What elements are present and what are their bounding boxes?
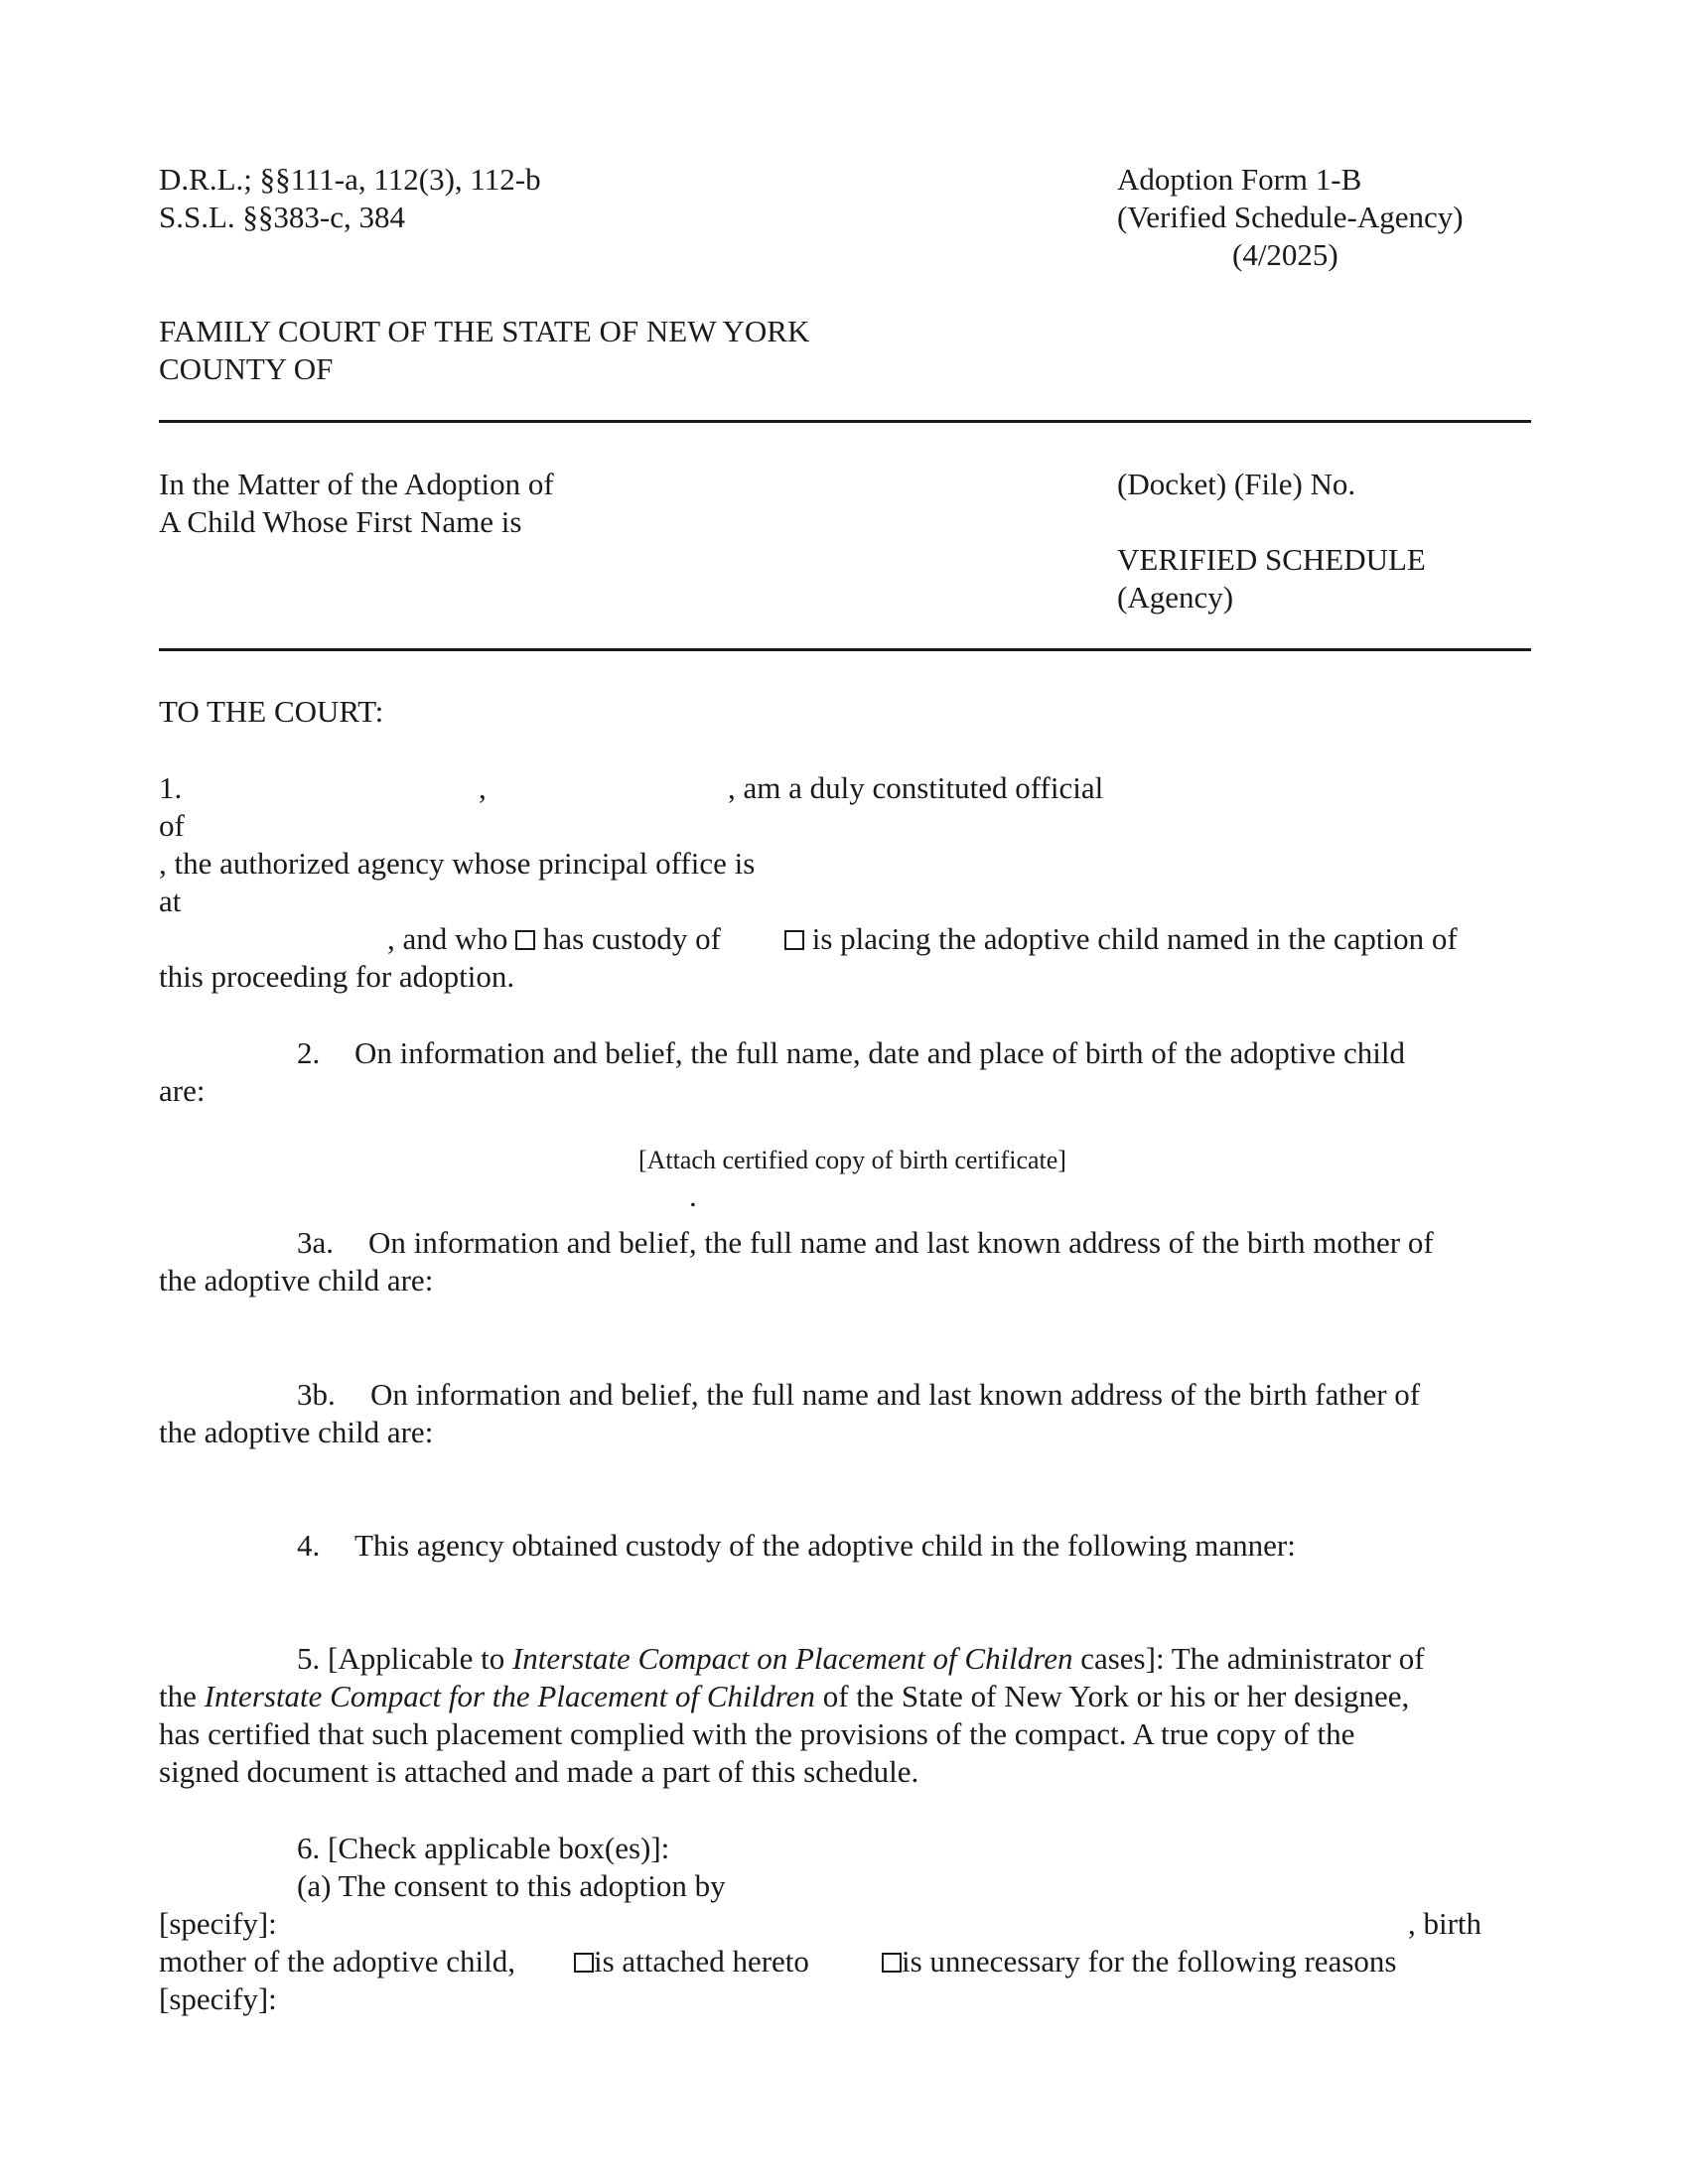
p5-line-1: [297, 1640, 1425, 1678]
p5-the: the: [159, 1679, 205, 1713]
p5-lead: 5. [Applicable to: [297, 1641, 512, 1676]
p6-attached: is attached hereto: [594, 1944, 809, 1979]
p1-has-custody: has custody of: [542, 921, 721, 956]
consent-unnecessary-checkbox[interactable]: [882, 1953, 902, 1973]
p3b-number: 3b.: [297, 1377, 336, 1412]
p6-lead: 6. [Check applicable box(es)]:: [297, 1831, 670, 1865]
p1-placing-line: [784, 920, 1458, 958]
document-title: VERIFIED SCHEDULE: [1117, 542, 1426, 577]
p1-custody-line: [387, 920, 721, 958]
p1-number: 1.: [159, 770, 183, 805]
p2-number: 2.: [297, 1035, 321, 1070]
p5-line-3: has certified that such placement complied with the provisions of the compact. A true copy of the: [159, 1716, 1355, 1751]
p2-text: On information and belief, the full name, date and place of birth of the adoptive child: [354, 1035, 1405, 1070]
consent-attached-checkbox[interactable]: [574, 1953, 594, 1973]
matter-line-1: In the Matter of the Adoption of: [159, 467, 554, 501]
form-date: (4/2025): [1232, 237, 1338, 272]
document-subtitle: (Agency): [1117, 580, 1234, 614]
statutes-line-1: D.R.L.; §§111-a, 112(3), 112-b: [159, 162, 541, 197]
p6-birth: , birth: [1408, 1906, 1482, 1941]
p1-and-who: , and who: [387, 921, 508, 956]
p6-unnecessary: is unnecessary for the following reasons: [902, 1944, 1397, 1979]
caption-bottom-rule: [159, 648, 1531, 651]
p3a-cont: the adoptive child are:: [159, 1263, 434, 1297]
salutation: TO THE COURT:: [159, 694, 384, 729]
form-id: Adoption Form 1-B: [1117, 162, 1362, 197]
p6-a: (a) The consent to this adoption by: [297, 1868, 726, 1903]
p2-dot: .: [689, 1178, 697, 1213]
p3a-text: On information and belief, the full name and last known address of the birth mother of: [368, 1225, 1434, 1260]
p6-specify-1: [specify]:: [159, 1906, 277, 1941]
docket-number-label: (Docket) (File) No.: [1117, 467, 1356, 501]
caption-top-rule: [159, 420, 1531, 423]
court-county: COUNTY OF: [159, 351, 334, 386]
p5-line-2: [159, 1678, 1409, 1715]
court-name: FAMILY COURT OF THE STATE OF NEW YORK: [159, 314, 810, 348]
p5-line-4: signed document is attached and made a part of this schedule.: [159, 1754, 919, 1789]
p5-after-2: of the State of New York or his or her designee,: [814, 1679, 1410, 1713]
p1-official: , am a duly constituted official: [728, 770, 1104, 805]
p6-specify-2: [specify]:: [159, 1981, 277, 2016]
p3b-cont: the adoptive child are:: [159, 1415, 434, 1449]
p5-compact-title-1: Interstate Compact on Placement of Children: [511, 1641, 1073, 1676]
statutes-line-2: S.S.L. §§383-c, 384: [159, 200, 405, 234]
p1-at: at: [159, 884, 182, 918]
p2-cont: are:: [159, 1073, 206, 1108]
p5-compact-title-2: Interstate Compact for the Placement of Children: [204, 1679, 815, 1713]
p3a-number: 3a.: [297, 1225, 335, 1260]
p1-is-placing: is placing the adoptive child named in the caption of: [811, 921, 1458, 956]
p5-after-1: cases]: The administrator of: [1072, 1641, 1425, 1676]
p3b-text: On information and belief, the full name and last known address of the birth father of: [370, 1377, 1421, 1412]
p1-comma: ,: [479, 770, 487, 805]
p1-agency: , the authorized agency whose principal office is: [159, 846, 756, 881]
form-name: (Verified Schedule-Agency): [1117, 200, 1464, 234]
has-custody-checkbox[interactable]: [515, 930, 535, 950]
p4-text: This agency obtained custody of the adoptive child in the following manner:: [354, 1528, 1296, 1563]
is-placing-checkbox[interactable]: [784, 930, 804, 950]
p2-attach-note: [Attach certified copy of birth certificate]: [638, 1146, 1066, 1174]
p6-mother: mother of the adoptive child,: [159, 1944, 515, 1979]
p6-unnecessary-option: [882, 1943, 1396, 1980]
matter-line-2: A Child Whose First Name is: [159, 504, 522, 539]
p4-number: 4.: [297, 1528, 321, 1563]
p6-attached-option: [574, 1943, 809, 1980]
p1-of: of: [159, 808, 185, 843]
p1-end: this proceeding for adoption.: [159, 959, 515, 994]
